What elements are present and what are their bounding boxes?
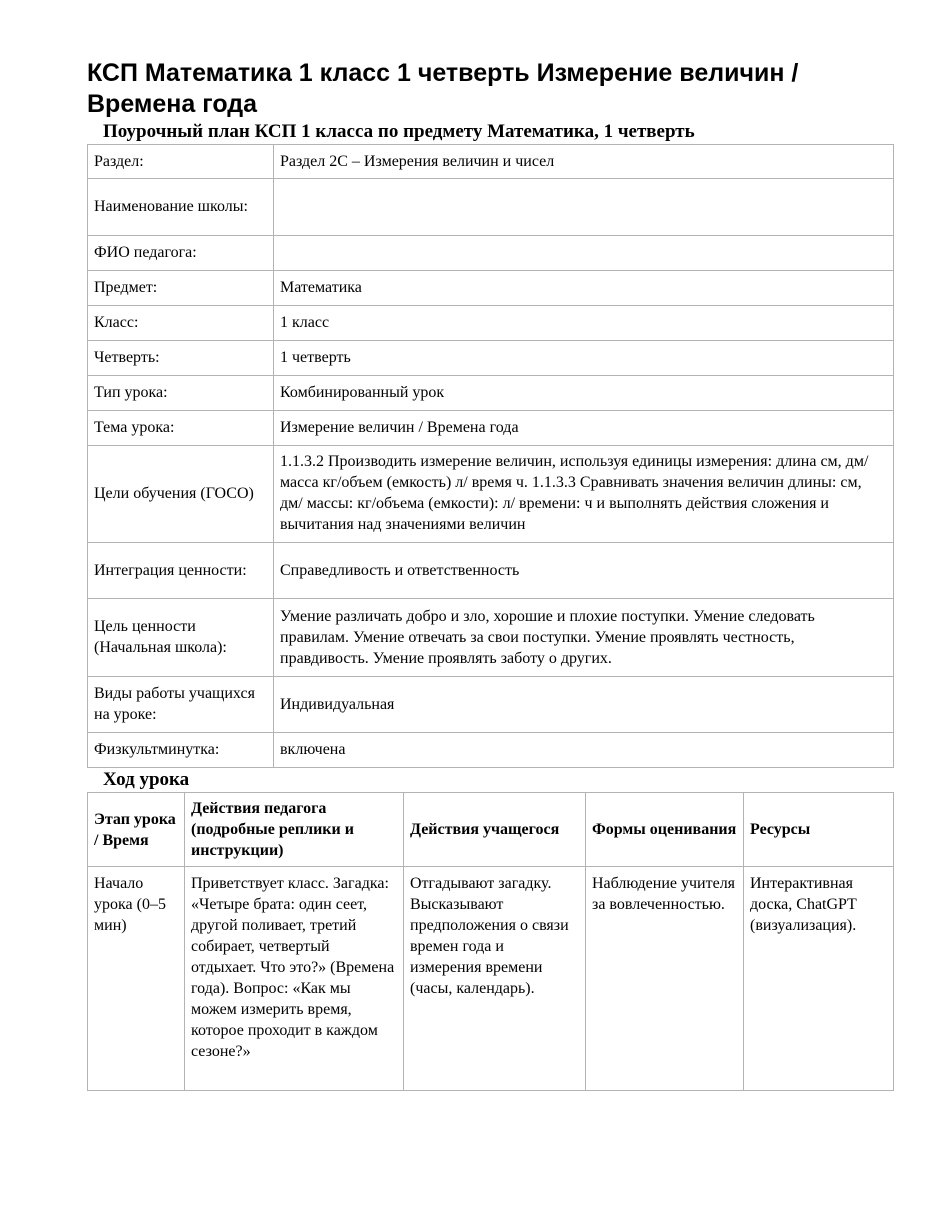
info-row-grade	[88, 306, 894, 341]
info-label: Физкультминутка:	[88, 733, 274, 768]
info-label: ФИО педагога:	[88, 236, 274, 271]
info-row-value-integration	[88, 543, 894, 599]
info-label: Тип урока:	[88, 376, 274, 411]
column-header-resources: Ресурсы	[744, 793, 894, 867]
cell-resources: Интерактивная доска, ChatGPT (визуализация).	[744, 867, 894, 1091]
cell-assessment: Наблюдение учителя за вовлеченностью.	[586, 867, 744, 1091]
info-label: Предмет:	[88, 271, 274, 306]
document-title: КСП Математика 1 класс 1 четверть Измерение величин / Времена года	[87, 59, 799, 118]
info-value: 1.1.3.2 Производить измерение величин, используя единицы измерения: длина см, дм/ масса кг/объем (емкость) л/ время ч. 1.1.3.3 Сравнивать значения величин длины: см, дм/ массы: кг/объема (емкости): л/ времени: ч и выполнять действия сложения и вычитания над значениями величин	[274, 446, 894, 543]
column-header-assessment: Формы оценивания	[586, 793, 744, 867]
info-value	[274, 179, 894, 236]
info-label: Класс:	[88, 306, 274, 341]
info-row-lesson-type	[88, 376, 894, 411]
info-row-quarter	[88, 341, 894, 376]
info-label: Раздел:	[88, 145, 274, 179]
column-header-student-actions: Действия учащегося	[404, 793, 586, 867]
info-value: 1 четверть	[274, 341, 894, 376]
info-row-topic	[88, 411, 894, 446]
info-value: Математика	[274, 271, 894, 306]
info-value: Комбинированный урок	[274, 376, 894, 411]
info-label: Четверть:	[88, 341, 274, 376]
lesson-info-table	[87, 144, 894, 768]
info-row-school	[88, 179, 894, 236]
cell-student-actions: Отгадывают загадку. Высказывают предположения о связи времен года и измерения времени (часы, календарь).	[404, 867, 586, 1091]
info-value	[274, 236, 894, 271]
info-label: Интеграция ценности:	[88, 543, 274, 599]
info-value: включена	[274, 733, 894, 768]
info-value: Измерение величин / Времена года	[274, 411, 894, 446]
cell-teacher-actions: Приветствует класс. Загадка: «Четыре брата: один сеет, другой поливает, третий собирает, четвертый отдыхает. Что это?» (Времена года). Вопрос: «Как мы можем измерить время, которое проходит в каждом сезоне?»	[185, 867, 404, 1091]
table-row	[88, 867, 894, 1091]
lesson-heading: Ход урока	[103, 769, 190, 790]
info-label: Цель ценности (Начальная школа):	[88, 599, 274, 677]
info-value: Справедливость и ответственность	[274, 543, 894, 599]
lesson-header-row	[88, 793, 894, 867]
info-value: 1 класс	[274, 306, 894, 341]
info-row-section	[88, 145, 894, 179]
column-header-teacher-actions: Действия педагога (подробные реплики и инструкции)	[185, 793, 404, 867]
info-row-subject	[88, 271, 894, 306]
info-label: Наименование школы:	[88, 179, 274, 236]
info-label: Тема урока:	[88, 411, 274, 446]
info-label: Виды работы учащихся на уроке:	[88, 677, 274, 733]
info-label: Цели обучения (ГОСО)	[88, 446, 274, 543]
column-header-stage: Этап урока / Время	[88, 793, 185, 867]
info-value: Раздел 2С – Измерения величин и чисел	[274, 145, 894, 179]
info-value: Индивидуальная	[274, 677, 894, 733]
info-row-value-goal	[88, 599, 894, 677]
info-row-teacher	[88, 236, 894, 271]
info-value: Умение различать добро и зло, хорошие и плохие поступки. Умение следовать правилам. Умение отвечать за свои поступки. Умение проявлять честность, правдивость. Умение проявлять заботу о других.	[274, 599, 894, 677]
lesson-flow-table	[87, 792, 894, 1091]
document-page	[87, 58, 893, 1091]
info-row-learning-goals	[88, 446, 894, 543]
plan-heading: Поурочный план КСП 1 класса по предмету Математика, 1 четверть	[103, 121, 695, 142]
info-row-physical-break	[88, 733, 894, 768]
cell-stage: Начало урока (0–5 мин)	[88, 867, 185, 1091]
info-row-work-types	[88, 677, 894, 733]
